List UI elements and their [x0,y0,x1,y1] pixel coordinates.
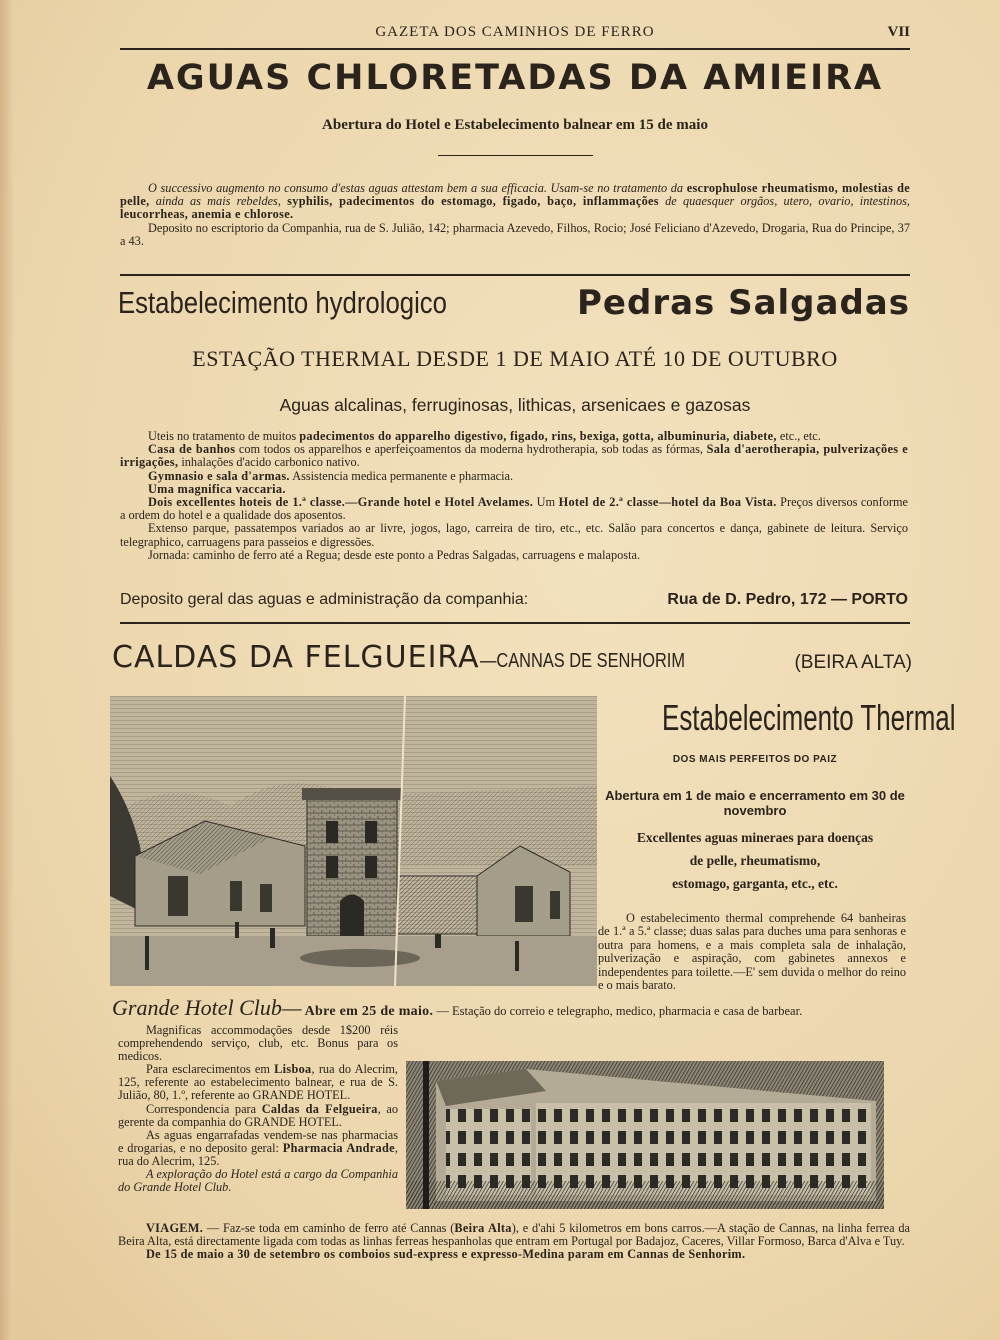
ad1-bottom-rule [120,274,910,276]
ad2-body [120,430,908,562]
text-run: Uteis no tratamento de muitos [148,429,300,443]
thermal-heading [605,697,956,739]
text-run: inhalações d'acido carbonico nativo. [178,455,360,470]
grande-hotel-club-opening: Abre em 25 de maio. [304,1004,434,1019]
text-run: Assistencia medica permanente e pharmacia. [289,468,514,483]
thermal-tagline: DOS MAIS PERFEITOS DO PAIZ [672,754,838,765]
ad1-paragraph [120,182,910,222]
ad3-title-place: —CANNAS DE SENHORIM [479,650,685,672]
text-run: Casa de banhos [148,442,236,457]
text-run: Pharmacia Andrade [282,1140,395,1155]
text-run: Beira Alta [454,1221,512,1235]
ad2-title [118,285,910,321]
text-run: A exploração do Hotel está a cargo da Companhia do Grande Hotel Club. [118,1167,398,1195]
text-run: Hotel de 2.ª classe—hotel da Boa Vista. [558,495,777,510]
grande-hotel-club-details [118,1024,398,1194]
text-run: Jornada: caminho de ferro até a Regua; desde este ponto a Pedras Salgadas, carruagens e malaposta. [148,547,641,562]
text-run: , rua do Alecrim, 125. [118,1140,398,1168]
ad2-paragraph [120,496,908,522]
ad2-waters: Aguas alcalinas, ferruginosas, lithicas, arsenicaes e gazosas [279,395,751,415]
grande-hotel-engraving [406,1061,884,1209]
ad2-season: ESTAÇÃO THERMAL DESDE 1 DE MAIO ATÉ 10 DE OUTUBRO [192,346,838,371]
text-run: Dois excellentes hoteis de 1.ª classe.—Grande hotel e Hotel Avelames. [148,495,534,510]
ad3-title-region: (BEIRA ALTA) [794,652,912,673]
text-run: padecimentos do apparelho digestivo, figado, rins, bexiga, gotta, albuminuria, diabete, [299,429,777,443]
text-run: Extenso parque, passatempos variados ao ar livre, jogos, lago, carreira de tiro, etc., etc. Salão para concertos e dança, gabinete de leitura. Serviço telegraphico, carruagens para passeios e digressões. [120,521,908,549]
text-run: — Faz-se toda em caminho de ferro até Cannas ( [203,1221,455,1235]
ad2-deposit-label: Deposito geral das aguas e administração da companhia: [120,591,529,608]
travel-paragraph [118,1248,910,1261]
ad2-title-right: Pedras Salgadas [577,283,910,323]
ad2-paragraph [120,522,908,548]
text-run: , rua do Alecrim, 125, referente ao estabelecimento balnear, e rua de S. Julião, 80, 1.º, referente ao GRANDE HOTEL. [118,1062,399,1103]
text-run: Magnificas accommodações desde 1$200 réis comprehendendo serviço, club, etc. Bonus para os medicos. [118,1023,398,1064]
text-run: Uma magnifica vaccaria. [148,481,286,496]
hotel-paragraph [118,1024,398,1063]
text-run: syphilis, padecimentos do estomago, figado, baço, inflammações [287,194,659,209]
grande-hotel-club-heading [112,995,912,1021]
text-run: ), e d'ahi 5 kilometros em bons carros.—A stação de Cannas, na linha ferrea da Beira Alta, está directamente ligada com todas as linhas ferreas hespanholas que entram em Portugal por Badajoz, Caceres, Villar Formoso, Barca d'Alva e Tuy. [118,1221,910,1249]
thermal-waters-line: Excellentes aguas mineraes para doenças [636,830,874,845]
text-run: Preços diversos conforme a ordem do hotel e a qualidade dos aposentos. [120,495,909,523]
text-run: Para esclarecimentos em [146,1062,275,1077]
text-run: Caldas da Felgueira [261,1101,378,1116]
page-header [120,22,910,46]
hotel-paragraph [118,1063,398,1102]
thermal-waters [610,826,900,895]
newspaper-title: GAZETA DOS CAMINHOS DE FERRO [375,24,655,40]
travel-info [118,1222,910,1262]
ad1-short-rule [438,155,593,156]
text-run: ainda as mais rebeldes, [149,194,288,209]
ad2-bottom-rule [120,622,910,624]
ad2-title-left: Estabelecimento hydrologico [118,285,447,320]
hotel-paragraph [118,1103,398,1129]
ad2-deposit [120,591,908,609]
thermal-building-illustration [110,696,597,986]
text-run: De 15 de maio a 30 de setembro os comboios sud-express e expresso-Medina param em Cannas de Senhorim. [146,1247,746,1262]
hotel-paragraph [118,1168,398,1194]
text-run: Correspondencia para [146,1101,262,1116]
text-run: escrophulose rheumatismo, molestias de pelle, [120,181,910,209]
ad1-title: AGUAS CHLORETADAS DA AMIEIRA [146,58,884,98]
thermal-description-text: O estabelecimento thermal comprehende 64 banheiras de 1.ª a 5.ª classe; duas salas para duches uma para senhoras e outra para homens, e a mais completa sala de inhalação, pulverização e aspiração, com gabinetes annexos e independentes para toilette.—E' sem duvida o melhor do reino e o mais barato. [598,911,906,993]
hotel-paragraph [118,1129,398,1168]
text-run: , ao gerente da companhia do GRANDE HOTEL. [118,1101,398,1129]
text-run: Sala d'aerotherapia, pulverizações e irrigações, [120,442,908,470]
ad2-deposit-address: Rua de D. Pedro, 172 — PORTO [667,591,908,608]
grande-hotel-illustration [406,1061,884,1209]
grande-hotel-club-title: Grande Hotel Club— [112,995,302,1020]
thermal-heading-text: Estabelecimento Thermal [662,697,956,738]
page-edge-stain [0,0,14,1340]
thermal-description [598,912,906,992]
ad2-paragraph [120,549,908,562]
grande-hotel-club-services: — Estação do correio e telegrapho, medico, pharmacia e casa de barbear. [436,1004,803,1018]
text-run: com todos os apparelhos e aperfeiçoamentos da moderna hydrotherapia, sob todas as fórmas, [235,442,707,457]
text-run: As aguas engarrafadas vendem-se nas pharmacias e drogarias, e no deposito geral: [118,1127,398,1155]
ad2-paragraph [120,443,908,469]
text-run: O successivo augmento no consumo d'estas aguas attestam bem a sua efficacia. Usam-se no tratamento da [148,181,687,195]
thermal-building-engraving [110,696,597,986]
thermal-season: Abertura em 1 de maio e encerramento em 30 de novembro [605,788,905,818]
header-rule [120,48,910,50]
text-run: VIAGEM. [146,1221,204,1235]
ad3-title [112,640,912,680]
ad1-body [120,182,910,248]
ad3-title-main: CALDAS DA FELGUEIRA [112,640,480,675]
text-run: etc., etc. [776,429,821,443]
text-run: Gymnasio e sala d'armas. [148,468,290,483]
text-run: Lisboa [274,1062,312,1077]
thermal-waters-line: de pelle, rheumatismo, [689,853,821,868]
page-number: VII [887,24,910,40]
ad1-subtitle: Abertura do Hotel e Estabelecimento balnear em 15 de maio [322,117,708,133]
text-run: leucorrheas, anemia e chlorose. [120,207,294,222]
thermal-waters-line: estomago, garganta, etc., etc. [672,876,838,891]
travel-paragraph [118,1222,910,1248]
text-run: de quaesquer orgãos, utero, ovario, intestinos, [658,194,910,209]
text-run: Um [533,495,559,510]
ad1-deposit: Deposito no escriptorio da Companhia, rua de S. Julião, 142; pharmacia Azevedo, Filhos, Rocio; José Feliciano d'Azevedo, Drogaria, Rua do Principe, 37 a 43. [120,220,910,248]
